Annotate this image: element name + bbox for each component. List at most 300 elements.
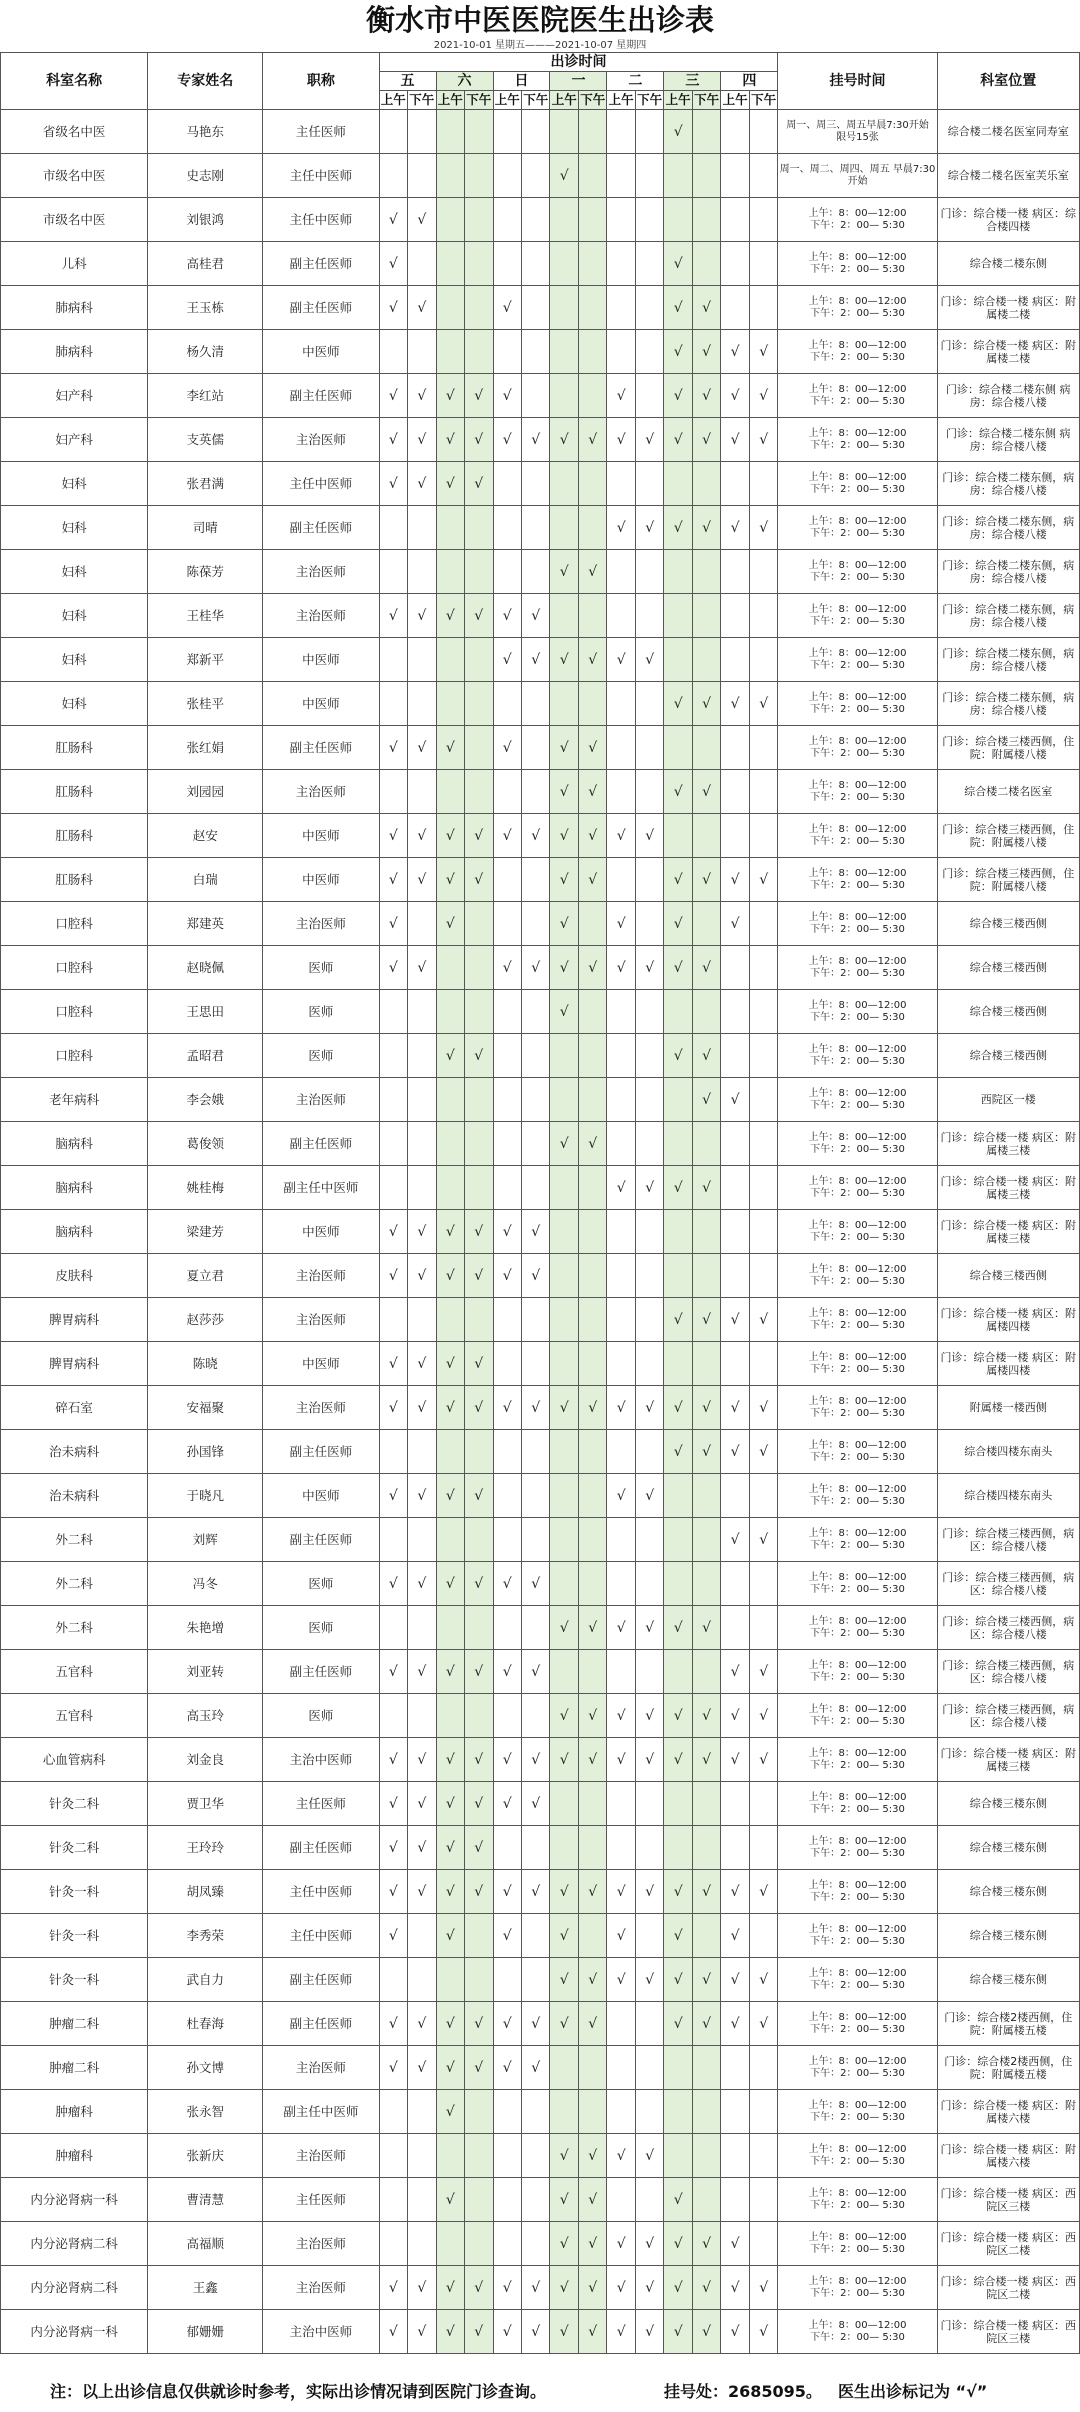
schedule-mark-cell: √ <box>578 2222 606 2266</box>
schedule-mark-cell <box>379 110 407 154</box>
schedule-mark-cell: √ <box>550 2178 578 2222</box>
schedule-mark-cell: √ <box>379 242 407 286</box>
schedule-mark-cell <box>664 2046 692 2090</box>
doctor-name-cell: 朱艳增 <box>148 1606 263 1650</box>
reg-time-cell: 上午：8：00—12:00 下午：2：00— 5:30 <box>778 1430 937 1474</box>
schedule-mark-cell <box>379 1166 407 1210</box>
schedule-mark-cell <box>749 1826 778 1870</box>
schedule-mark-cell: √ <box>550 1914 578 1958</box>
schedule-mark-cell: √ <box>664 286 692 330</box>
schedule-mark-cell <box>664 1650 692 1694</box>
schedule-mark-cell: √ <box>692 858 720 902</box>
schedule-mark-cell <box>635 1430 663 1474</box>
doctor-name-cell: 刘辉 <box>148 1518 263 1562</box>
doctor-name-cell: 孙国锋 <box>148 1430 263 1474</box>
doctor-name-cell: 葛俊领 <box>148 1122 263 1166</box>
dept-cell: 市级名中医 <box>1 154 148 198</box>
schedule-mark-cell: √ <box>436 594 464 638</box>
schedule-mark-cell: √ <box>692 374 720 418</box>
schedule-mark-cell <box>493 506 521 550</box>
schedule-mark-cell <box>521 330 549 374</box>
schedule-mark-cell: √ <box>607 638 635 682</box>
doctor-name-cell: 冯冬 <box>148 1562 263 1606</box>
dept-cell: 针灸二科 <box>1 1826 148 1870</box>
schedule-mark-cell <box>692 1122 720 1166</box>
schedule-mark-cell <box>436 1078 464 1122</box>
table-row <box>1 1166 1080 1210</box>
title-cell: 主治医师 <box>263 418 379 462</box>
schedule-mark-cell: √ <box>664 770 692 814</box>
schedule-mark-cell <box>692 198 720 242</box>
schedule-mark-cell <box>521 858 549 902</box>
dept-cell: 妇产科 <box>1 374 148 418</box>
schedule-mark-cell <box>493 1166 521 1210</box>
schedule-mark-cell <box>635 1254 663 1298</box>
header-am: 上午 <box>721 91 749 110</box>
schedule-mark-cell: √ <box>436 2266 464 2310</box>
schedule-mark-cell <box>408 682 436 726</box>
schedule-mark-cell <box>493 682 521 726</box>
title-cell: 医师 <box>263 1562 379 1606</box>
schedule-mark-cell <box>408 154 436 198</box>
schedule-mark-cell: √ <box>408 814 436 858</box>
title-cell: 主任医师 <box>263 1782 379 1826</box>
schedule-mark-cell <box>550 242 578 286</box>
schedule-mark-cell <box>721 2046 749 2090</box>
doctor-name-cell: 王桂华 <box>148 594 263 638</box>
schedule-mark-cell: √ <box>749 418 778 462</box>
schedule-mark-cell: √ <box>436 418 464 462</box>
doctor-name-cell: 刘金良 <box>148 1738 263 1782</box>
schedule-mark-cell: √ <box>721 330 749 374</box>
dept-cell: 五官科 <box>1 1650 148 1694</box>
schedule-mark-cell <box>521 1694 549 1738</box>
schedule-mark-cell: √ <box>465 814 493 858</box>
dept-cell: 肿瘤二科 <box>1 2046 148 2090</box>
dept-cell: 肛肠科 <box>1 726 148 770</box>
location-cell: 门诊：综合楼二楼东侧，病房：综合楼八楼 <box>937 682 1079 726</box>
schedule-mark-cell <box>578 1430 606 1474</box>
schedule-mark-cell: √ <box>408 1562 436 1606</box>
schedule-mark-cell <box>749 462 778 506</box>
title-cell: 中医师 <box>263 1342 379 1386</box>
schedule-mark-cell: √ <box>749 2310 778 2354</box>
schedule-mark-cell <box>635 550 663 594</box>
table-row <box>1 1694 1080 1738</box>
schedule-mark-cell: √ <box>721 2002 749 2046</box>
table-row <box>1 330 1080 374</box>
schedule-mark-cell <box>465 286 493 330</box>
schedule-mark-cell: √ <box>436 374 464 418</box>
schedule-mark-cell: √ <box>664 2266 692 2310</box>
reg-time-cell: 上午：8：00—12:00 下午：2：00— 5:30 <box>778 506 937 550</box>
schedule-mark-cell: √ <box>379 1254 407 1298</box>
schedule-mark-cell <box>635 2090 663 2134</box>
schedule-mark-cell: √ <box>721 2310 749 2354</box>
schedule-mark-cell: √ <box>465 418 493 462</box>
reg-time-cell: 上午：8：00—12:00 下午：2：00— 5:30 <box>778 770 937 814</box>
schedule-mark-cell: √ <box>664 1430 692 1474</box>
schedule-mark-cell: √ <box>493 2002 521 2046</box>
schedule-mark-cell <box>493 1958 521 2002</box>
schedule-mark-cell: √ <box>721 506 749 550</box>
doctor-name-cell: 刘亚转 <box>148 1650 263 1694</box>
header-am: 上午 <box>436 91 464 110</box>
title-cell: 主任中医师 <box>263 154 379 198</box>
location-cell: 门诊：综合楼一楼 病区：附属楼六楼 <box>937 2090 1079 2134</box>
doctor-name-cell: 马艳东 <box>148 110 263 154</box>
header-pm: 下午 <box>521 91 549 110</box>
schedule-mark-cell <box>521 682 549 726</box>
doctor-name-cell: 赵莎莎 <box>148 1298 263 1342</box>
schedule-mark-cell <box>607 330 635 374</box>
schedule-mark-cell <box>692 2178 720 2222</box>
schedule-mark-cell: √ <box>607 374 635 418</box>
table-row <box>1 286 1080 330</box>
title-cell: 主治中医师 <box>263 2310 379 2354</box>
schedule-mark-cell: √ <box>578 2178 606 2222</box>
doctor-name-cell: 于晓凡 <box>148 1474 263 1518</box>
reg-time-cell: 上午：8：00—12:00 下午：2：00— 5:30 <box>778 638 937 682</box>
schedule-mark-cell <box>607 594 635 638</box>
dept-cell: 碎石室 <box>1 1386 148 1430</box>
reg-time-cell: 上午：8：00—12:00 下午：2：00— 5:30 <box>778 2002 937 2046</box>
reg-time-cell: 上午：8：00—12:00 下午：2：00— 5:30 <box>778 418 937 462</box>
reg-time-cell: 上午：8：00—12:00 下午：2：00— 5:30 <box>778 1738 937 1782</box>
header-day: 六 <box>436 72 493 91</box>
schedule-mark-cell: √ <box>408 1782 436 1826</box>
header-pm: 下午 <box>465 91 493 110</box>
doctor-name-cell: 陈葆芳 <box>148 550 263 594</box>
schedule-mark-cell: √ <box>692 418 720 462</box>
schedule-mark-cell: √ <box>493 1738 521 1782</box>
dept-cell: 外二科 <box>1 1606 148 1650</box>
schedule-mark-cell <box>379 550 407 594</box>
schedule-mark-cell <box>550 1078 578 1122</box>
location-cell: 门诊：综合楼一楼 病区：西院区三楼 <box>937 2310 1079 2354</box>
schedule-mark-cell <box>692 2134 720 2178</box>
schedule-mark-cell <box>408 1430 436 1474</box>
schedule-mark-cell <box>550 1782 578 1826</box>
schedule-mark-cell <box>408 1166 436 1210</box>
location-cell: 门诊：综合楼2楼西侧，住院：附属楼五楼 <box>937 2002 1079 2046</box>
schedule-mark-cell <box>521 1166 549 1210</box>
schedule-mark-cell <box>578 1254 606 1298</box>
schedule-mark-cell: √ <box>721 418 749 462</box>
schedule-mark-cell <box>521 902 549 946</box>
schedule-mark-cell: √ <box>721 682 749 726</box>
schedule-mark-cell <box>578 2046 606 2090</box>
reg-time-cell: 上午：8：00—12:00 下午：2：00— 5:30 <box>778 990 937 1034</box>
schedule-mark-cell <box>493 550 521 594</box>
schedule-mark-cell <box>465 726 493 770</box>
dept-cell: 口腔科 <box>1 902 148 946</box>
reg-time-cell: 上午：8：00—12:00 下午：2：00— 5:30 <box>778 2134 937 2178</box>
title-cell: 副主任医师 <box>263 1430 379 1474</box>
doctor-name-cell: 王思田 <box>148 990 263 1034</box>
dept-cell: 脑病科 <box>1 1210 148 1254</box>
schedule-mark-cell: √ <box>578 1958 606 2002</box>
schedule-mark-cell <box>635 1782 663 1826</box>
table-header <box>1 53 1080 110</box>
schedule-mark-cell <box>749 1254 778 1298</box>
schedule-mark-cell <box>692 550 720 594</box>
schedule-mark-cell: √ <box>408 2002 436 2046</box>
location-cell: 门诊：综合楼一楼 病区：西院区二楼 <box>937 2266 1079 2310</box>
schedule-mark-cell: √ <box>408 946 436 990</box>
schedule-mark-cell: √ <box>550 1870 578 1914</box>
doctor-name-cell: 高福顺 <box>148 2222 263 2266</box>
schedule-mark-cell: √ <box>664 374 692 418</box>
schedule-mark-cell <box>493 1342 521 1386</box>
doctor-name-cell: 安福聚 <box>148 1386 263 1430</box>
doctor-name-cell: 王玲玲 <box>148 1826 263 1870</box>
location-cell: 门诊：综合楼三楼西侧，病区：综合楼八楼 <box>937 1606 1079 1650</box>
title-cell: 副主任医师 <box>263 726 379 770</box>
schedule-mark-cell: √ <box>550 1958 578 2002</box>
table-row <box>1 858 1080 902</box>
doctor-name-cell: 高桂君 <box>148 242 263 286</box>
schedule-mark-cell: √ <box>550 638 578 682</box>
location-cell: 综合楼二楼东侧 <box>937 242 1079 286</box>
reg-time-cell: 上午：8：00—12:00 下午：2：00— 5:30 <box>778 1562 937 1606</box>
schedule-mark-cell <box>550 682 578 726</box>
title-cell: 主治医师 <box>263 1254 379 1298</box>
schedule-mark-cell <box>749 1166 778 1210</box>
title-cell: 主治医师 <box>263 594 379 638</box>
title-cell: 副主任医师 <box>263 374 379 418</box>
schedule-mark-cell: √ <box>550 726 578 770</box>
table-row <box>1 2266 1080 2310</box>
schedule-mark-cell <box>664 1826 692 1870</box>
schedule-mark-cell: √ <box>664 1958 692 2002</box>
schedule-mark-cell <box>607 858 635 902</box>
schedule-mark-cell <box>408 1078 436 1122</box>
reg-time-cell: 上午：8：00—12:00 下午：2：00— 5:30 <box>778 2266 937 2310</box>
schedule-mark-cell: √ <box>635 2310 663 2354</box>
schedule-mark-cell: √ <box>379 2002 407 2046</box>
table-row <box>1 946 1080 990</box>
header-pm: 下午 <box>635 91 663 110</box>
footer <box>0 2372 1080 2412</box>
schedule-mark-cell: √ <box>721 1650 749 1694</box>
schedule-mark-cell <box>635 198 663 242</box>
reg-time-cell: 上午：8：00—12:00 下午：2：00— 5:30 <box>778 1078 937 1122</box>
schedule-mark-cell: √ <box>607 1166 635 1210</box>
schedule-mark-cell: √ <box>721 1518 749 1562</box>
schedule-mark-cell: √ <box>749 858 778 902</box>
schedule-mark-cell <box>749 242 778 286</box>
schedule-mark-cell <box>721 286 749 330</box>
location-cell: 综合楼三楼西侧 <box>937 946 1079 990</box>
schedule-mark-cell: √ <box>493 2310 521 2354</box>
schedule-mark-cell <box>436 1298 464 1342</box>
schedule-mark-cell: √ <box>379 858 407 902</box>
schedule-mark-cell <box>578 330 606 374</box>
schedule-mark-cell <box>465 550 493 594</box>
schedule-mark-cell <box>408 110 436 154</box>
schedule-mark-cell <box>408 2222 436 2266</box>
schedule-mark-cell: √ <box>379 1738 407 1782</box>
schedule-mark-cell <box>721 1166 749 1210</box>
title-cell: 主治医师 <box>263 1386 379 1430</box>
table-row <box>1 1078 1080 1122</box>
schedule-mark-cell <box>465 682 493 726</box>
schedule-mark-cell: √ <box>465 374 493 418</box>
footer-phone: 挂号处：2685095。 <box>664 2382 822 2401</box>
schedule-mark-cell <box>550 1210 578 1254</box>
reg-time-cell: 上午：8：00—12:00 下午：2：00— 5:30 <box>778 550 937 594</box>
schedule-mark-cell: √ <box>692 1078 720 1122</box>
schedule-mark-cell: √ <box>408 1826 436 1870</box>
schedule-mark-cell: √ <box>550 1386 578 1430</box>
schedule-mark-cell <box>493 242 521 286</box>
schedule-mark-cell: √ <box>721 1386 749 1430</box>
schedule-mark-cell: √ <box>379 946 407 990</box>
table-row <box>1 1826 1080 1870</box>
schedule-mark-cell <box>664 814 692 858</box>
reg-time-cell: 上午：8：00—12:00 下午：2：00— 5:30 <box>778 374 937 418</box>
table-row <box>1 1210 1080 1254</box>
schedule-mark-cell: √ <box>578 2310 606 2354</box>
schedule-mark-cell <box>379 2178 407 2222</box>
schedule-mark-cell: √ <box>550 154 578 198</box>
schedule-mark-cell <box>493 2090 521 2134</box>
schedule-mark-cell: √ <box>379 1870 407 1914</box>
reg-time-cell: 上午：8：00—12:00 下午：2：00— 5:30 <box>778 1166 937 1210</box>
schedule-mark-cell <box>379 1518 407 1562</box>
schedule-mark-cell <box>749 286 778 330</box>
schedule-mark-cell <box>465 1078 493 1122</box>
schedule-mark-cell <box>436 1694 464 1738</box>
schedule-mark-cell <box>550 1474 578 1518</box>
schedule-mark-cell: √ <box>521 1782 549 1826</box>
schedule-mark-cell: √ <box>521 1254 549 1298</box>
dept-cell: 治未病科 <box>1 1430 148 1474</box>
header-location: 科室位置 <box>937 53 1079 110</box>
schedule-mark-cell: √ <box>721 858 749 902</box>
schedule-mark-cell <box>578 594 606 638</box>
reg-time-cell: 上午：8：00—12:00 下午：2：00— 5:30 <box>778 1034 937 1078</box>
schedule-mark-cell <box>749 198 778 242</box>
schedule-mark-cell: √ <box>721 1870 749 1914</box>
schedule-mark-cell: √ <box>379 1782 407 1826</box>
schedule-mark-cell <box>721 1210 749 1254</box>
schedule-mark-cell: √ <box>578 2134 606 2178</box>
doctor-name-cell: 贾卫华 <box>148 1782 263 1826</box>
schedule-mark-cell: √ <box>692 1430 720 1474</box>
schedule-mark-cell <box>465 1914 493 1958</box>
doctor-name-cell: 张永智 <box>148 2090 263 2134</box>
schedule-mark-cell <box>607 242 635 286</box>
schedule-mark-cell: √ <box>550 2266 578 2310</box>
table-row <box>1 638 1080 682</box>
schedule-mark-cell: √ <box>379 594 407 638</box>
schedule-mark-cell <box>521 462 549 506</box>
schedule-mark-cell <box>692 154 720 198</box>
schedule-mark-cell: √ <box>379 198 407 242</box>
schedule-mark-cell: √ <box>607 814 635 858</box>
schedule-mark-cell: √ <box>664 858 692 902</box>
title-cell: 中医师 <box>263 814 379 858</box>
schedule-mark-cell <box>721 1122 749 1166</box>
schedule-mark-cell <box>436 154 464 198</box>
schedule-mark-cell <box>749 110 778 154</box>
schedule-mark-cell: √ <box>550 2310 578 2354</box>
location-cell: 门诊：综合楼一楼 病区：西院区三楼 <box>937 2178 1079 2222</box>
header-reg-time: 挂号时间 <box>778 53 937 110</box>
dept-cell: 五官科 <box>1 1694 148 1738</box>
schedule-mark-cell <box>493 1078 521 1122</box>
schedule-mark-cell <box>607 1078 635 1122</box>
schedule-mark-cell: √ <box>408 594 436 638</box>
doctor-name-cell: 李红站 <box>148 374 263 418</box>
schedule-mark-cell: √ <box>436 1914 464 1958</box>
schedule-mark-cell: √ <box>721 1914 749 1958</box>
schedule-mark-cell <box>692 1342 720 1386</box>
dept-cell: 内分泌肾病二科 <box>1 2222 148 2266</box>
schedule-mark-cell <box>465 990 493 1034</box>
doctor-name-cell: 张君满 <box>148 462 263 506</box>
schedule-mark-cell <box>550 198 578 242</box>
schedule-mark-cell <box>521 1914 549 1958</box>
schedule-mark-cell: √ <box>607 1606 635 1650</box>
table-body <box>1 110 1080 2354</box>
schedule-mark-cell: √ <box>749 1870 778 1914</box>
table-row <box>1 2310 1080 2354</box>
schedule-mark-cell <box>749 726 778 770</box>
schedule-mark-cell: √ <box>550 1694 578 1738</box>
schedule-mark-cell: √ <box>749 506 778 550</box>
schedule-mark-cell <box>521 154 549 198</box>
table-row <box>1 1386 1080 1430</box>
schedule-mark-cell <box>749 1210 778 1254</box>
schedule-mark-cell <box>521 2178 549 2222</box>
schedule-mark-cell: √ <box>635 946 663 990</box>
schedule-mark-cell <box>379 638 407 682</box>
schedule-mark-cell <box>607 1650 635 1694</box>
schedule-mark-cell <box>493 1694 521 1738</box>
header-am: 上午 <box>379 91 407 110</box>
schedule-mark-cell: √ <box>436 1210 464 1254</box>
schedule-mark-cell: √ <box>465 1386 493 1430</box>
schedule-mark-cell: √ <box>749 374 778 418</box>
title-cell: 中医师 <box>263 638 379 682</box>
location-cell: 综合楼四楼东南头 <box>937 1430 1079 1474</box>
schedule-mark-cell <box>635 1826 663 1870</box>
schedule-mark-cell: √ <box>493 946 521 990</box>
doctor-name-cell: 梁建芳 <box>148 1210 263 1254</box>
schedule-mark-cell <box>379 1298 407 1342</box>
schedule-mark-cell <box>721 1562 749 1606</box>
schedule-mark-cell: √ <box>493 374 521 418</box>
location-cell: 门诊：综合楼二楼东侧，病房：综合楼八楼 <box>937 506 1079 550</box>
table-row <box>1 2046 1080 2090</box>
schedule-mark-cell <box>436 1606 464 1650</box>
schedule-mark-cell <box>578 1474 606 1518</box>
schedule-mark-cell: √ <box>749 1298 778 1342</box>
schedule-mark-cell: √ <box>465 1342 493 1386</box>
schedule-mark-cell <box>578 198 606 242</box>
title-cell: 主任中医师 <box>263 462 379 506</box>
dept-cell: 肛肠科 <box>1 814 148 858</box>
table-row <box>1 242 1080 286</box>
schedule-mark-cell <box>664 154 692 198</box>
schedule-mark-cell <box>635 1562 663 1606</box>
schedule-mark-cell <box>721 1606 749 1650</box>
schedule-mark-cell <box>749 1562 778 1606</box>
schedule-mark-cell <box>635 2002 663 2046</box>
